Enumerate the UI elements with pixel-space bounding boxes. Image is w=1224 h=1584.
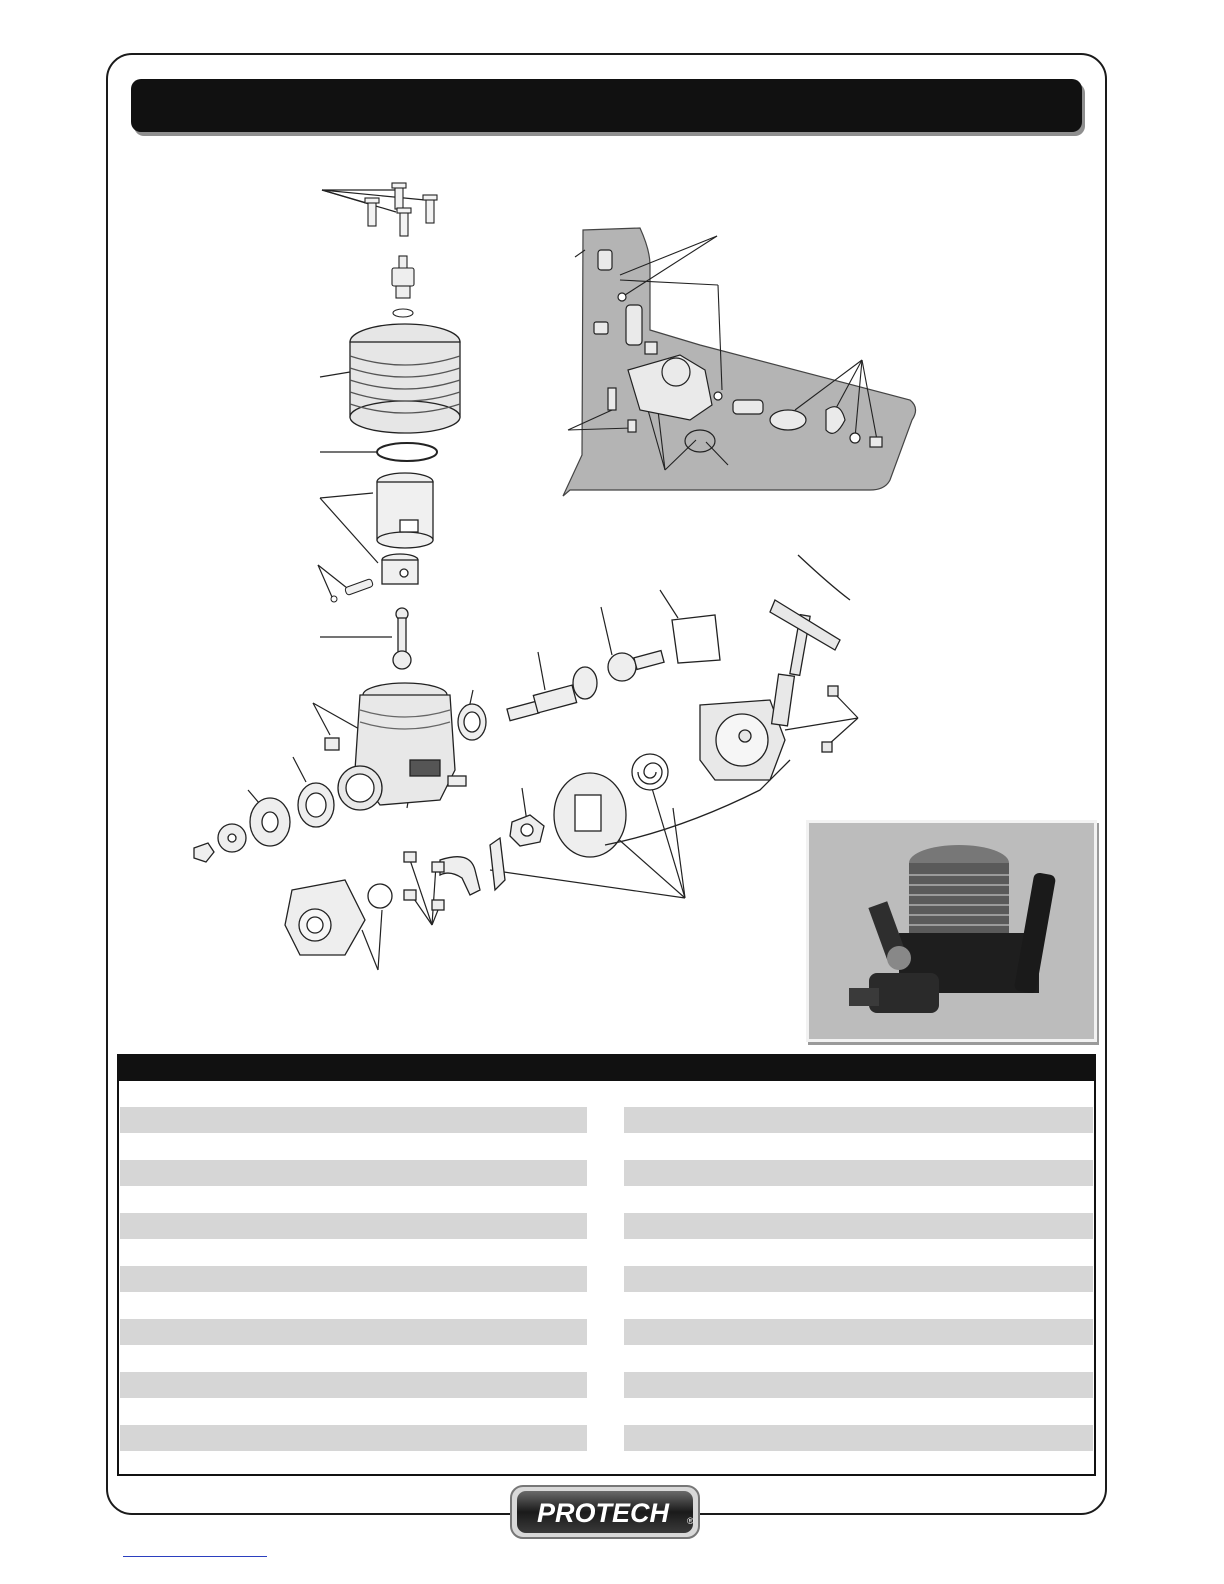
table-row [120, 1425, 587, 1451]
parts-table-header [117, 1054, 1096, 1081]
table-row [120, 1107, 587, 1133]
table-row [120, 1399, 587, 1425]
head-screws [365, 183, 437, 236]
table-row [120, 1081, 587, 1107]
callout-leaders [248, 190, 858, 970]
engine-photo [806, 820, 1097, 1042]
table-row [624, 1187, 1093, 1213]
table-row [624, 1346, 1093, 1372]
footer-link-underline [123, 1556, 267, 1557]
engine-photo-image [809, 823, 1094, 1039]
logo-registered-mark: ® [687, 1516, 694, 1526]
table-row [120, 1240, 587, 1266]
table-row [120, 1266, 587, 1292]
table-row [624, 1266, 1093, 1292]
pull-starter [605, 555, 850, 845]
table-row [120, 1346, 587, 1372]
table-row [624, 1293, 1093, 1319]
table-row [624, 1213, 1093, 1239]
table-row [624, 1319, 1093, 1345]
crankshaft [507, 615, 720, 721]
table-row [624, 1425, 1093, 1451]
table-row [120, 1160, 587, 1186]
protech-logo [509, 1484, 701, 1540]
table-row [624, 1372, 1093, 1398]
page-title-bar [131, 79, 1082, 132]
table-row [120, 1213, 587, 1239]
table-row [624, 1399, 1093, 1425]
table-row [120, 1134, 587, 1160]
table-row [624, 1134, 1093, 1160]
table-row [120, 1187, 587, 1213]
table-row [624, 1160, 1093, 1186]
cylinder-sleeve [377, 473, 433, 548]
table-row [120, 1319, 587, 1345]
piston [382, 554, 418, 584]
logo-wordmark: PROTECH [536, 1498, 670, 1528]
table-row [624, 1240, 1093, 1266]
cylinder-head [350, 324, 460, 433]
table-row [624, 1081, 1093, 1107]
parts-table [117, 1081, 1096, 1476]
crankcase [338, 683, 455, 810]
table-row [120, 1293, 587, 1319]
table-row [120, 1372, 587, 1398]
glow-plug [392, 256, 414, 317]
connecting-rod [393, 608, 411, 669]
table-row [624, 1107, 1093, 1133]
